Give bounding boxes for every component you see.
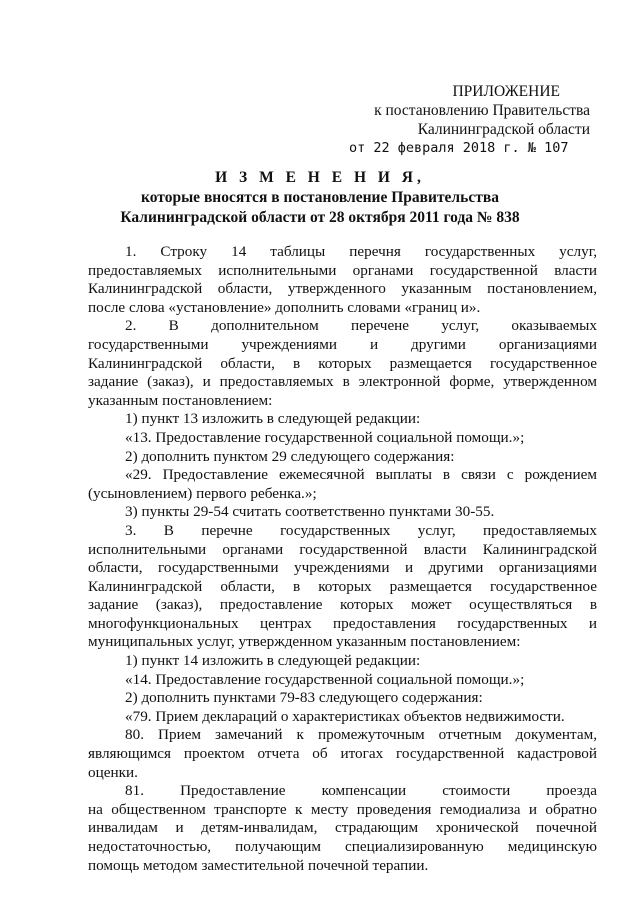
heading-subtitle-1: которые вносятся в постановление Правительства bbox=[141, 189, 499, 206]
text-line: исполнительными органами государственной власти Калининградской bbox=[88, 540, 597, 558]
text-line: Калининградской области, в которых размещается государственное bbox=[88, 354, 597, 372]
appendix-date-number: от 22 февраля 2018 г. № 107 bbox=[349, 140, 569, 156]
text-line: 2) дополнить пунктом 29 следующего содержания: bbox=[125, 447, 455, 465]
text-line: 1. Строку 14 таблицы перечня государственных услуг, bbox=[125, 243, 597, 260]
text-line: после слова «установление» дополнить словами «границ и». bbox=[88, 298, 481, 316]
text-line: «14. Предоставление государственной социальной помощи.»; bbox=[125, 670, 525, 688]
text-line: Калининградской области, в которых размещается государственное bbox=[88, 577, 597, 595]
text-line: 2. В дополнительном перечене услуг, оказываемых bbox=[125, 317, 597, 335]
text-line: «79. Прием деклараций о характеристиках объектов недвижимости. bbox=[125, 707, 565, 725]
text-line: инвалидам и детям-инвалидам, страдающим хронической почечной bbox=[88, 819, 597, 837]
document-heading bbox=[0, 168, 640, 228]
heading-subtitle-2: Калининградской области от 28 октября 2011 года № 838 bbox=[120, 209, 520, 226]
heading-title: И З М Е Н Е Н И Я, bbox=[215, 169, 425, 186]
appendix-line-2: Калининградской области bbox=[417, 121, 590, 138]
text-line: являющимся проектом отчета об итогах государственной кадастровой bbox=[88, 745, 597, 763]
text-line: указанным постановлением: bbox=[88, 391, 273, 409]
text-line: 3) пункты 29-54 считать соответственно пунктами 30-55. bbox=[125, 503, 495, 521]
text-line: (усыновлением) первого ребенка.»; bbox=[88, 484, 317, 502]
text-line: государственными учреждениями и другими организациями bbox=[88, 335, 597, 353]
text-line: оценки. bbox=[88, 763, 138, 781]
text-line: 1) пункт 13 изложить в следующей редакции: bbox=[125, 410, 421, 428]
text-line: «13. Предоставление государственной социальной помощи.»; bbox=[125, 428, 525, 446]
text-line: на общественном транспорте к месту проведения гемодиализа и обратно bbox=[88, 800, 597, 818]
text-line: задание (заказ), предоставление которых может осуществляться в bbox=[88, 596, 597, 614]
text-line: муниципальных услуг, утвержденном указанным постановлением: bbox=[88, 633, 521, 651]
text-line: задание (заказ), и предоставляемых в электронной форме, утвержденном bbox=[88, 373, 597, 391]
text-line: многофункциональных центрах предоставления государственных и bbox=[88, 614, 597, 632]
appendix-line-1: к постановлению Правительства bbox=[374, 102, 590, 119]
text-line: 3. В перечне государственных услуг, предоставляемых bbox=[125, 521, 597, 539]
appendix-block bbox=[340, 82, 590, 158]
text-line: недостаточностью, получающим специализированную медицинскую bbox=[88, 838, 597, 855]
text-line: 81. Предоставление компенсации стоимости проезда bbox=[125, 782, 597, 800]
text-line: 1) пункт 14 изложить в следующей редакции: bbox=[125, 652, 421, 670]
text-line: 2) дополнить пунктами 79-83 следующего содержания: bbox=[125, 689, 483, 707]
text-line: помощь методом заместительной почечной терапии. bbox=[88, 856, 429, 874]
text-line: «29. Предоставление ежемесячной выплаты в связи с рождением bbox=[125, 466, 597, 484]
text-line: области, государственными учреждениями и другими организациями bbox=[88, 559, 597, 577]
document-body bbox=[88, 243, 597, 875]
appendix-title: ПРИЛОЖЕНИЕ bbox=[452, 83, 560, 100]
text-line: предоставляемых исполнительными органами государственной власти bbox=[88, 261, 597, 279]
text-line: Калининградской области, утвержденного указанным постановлением, bbox=[88, 280, 597, 298]
text-line: 80. Прием замечаний к промежуточным отчетным документам, bbox=[125, 726, 597, 744]
